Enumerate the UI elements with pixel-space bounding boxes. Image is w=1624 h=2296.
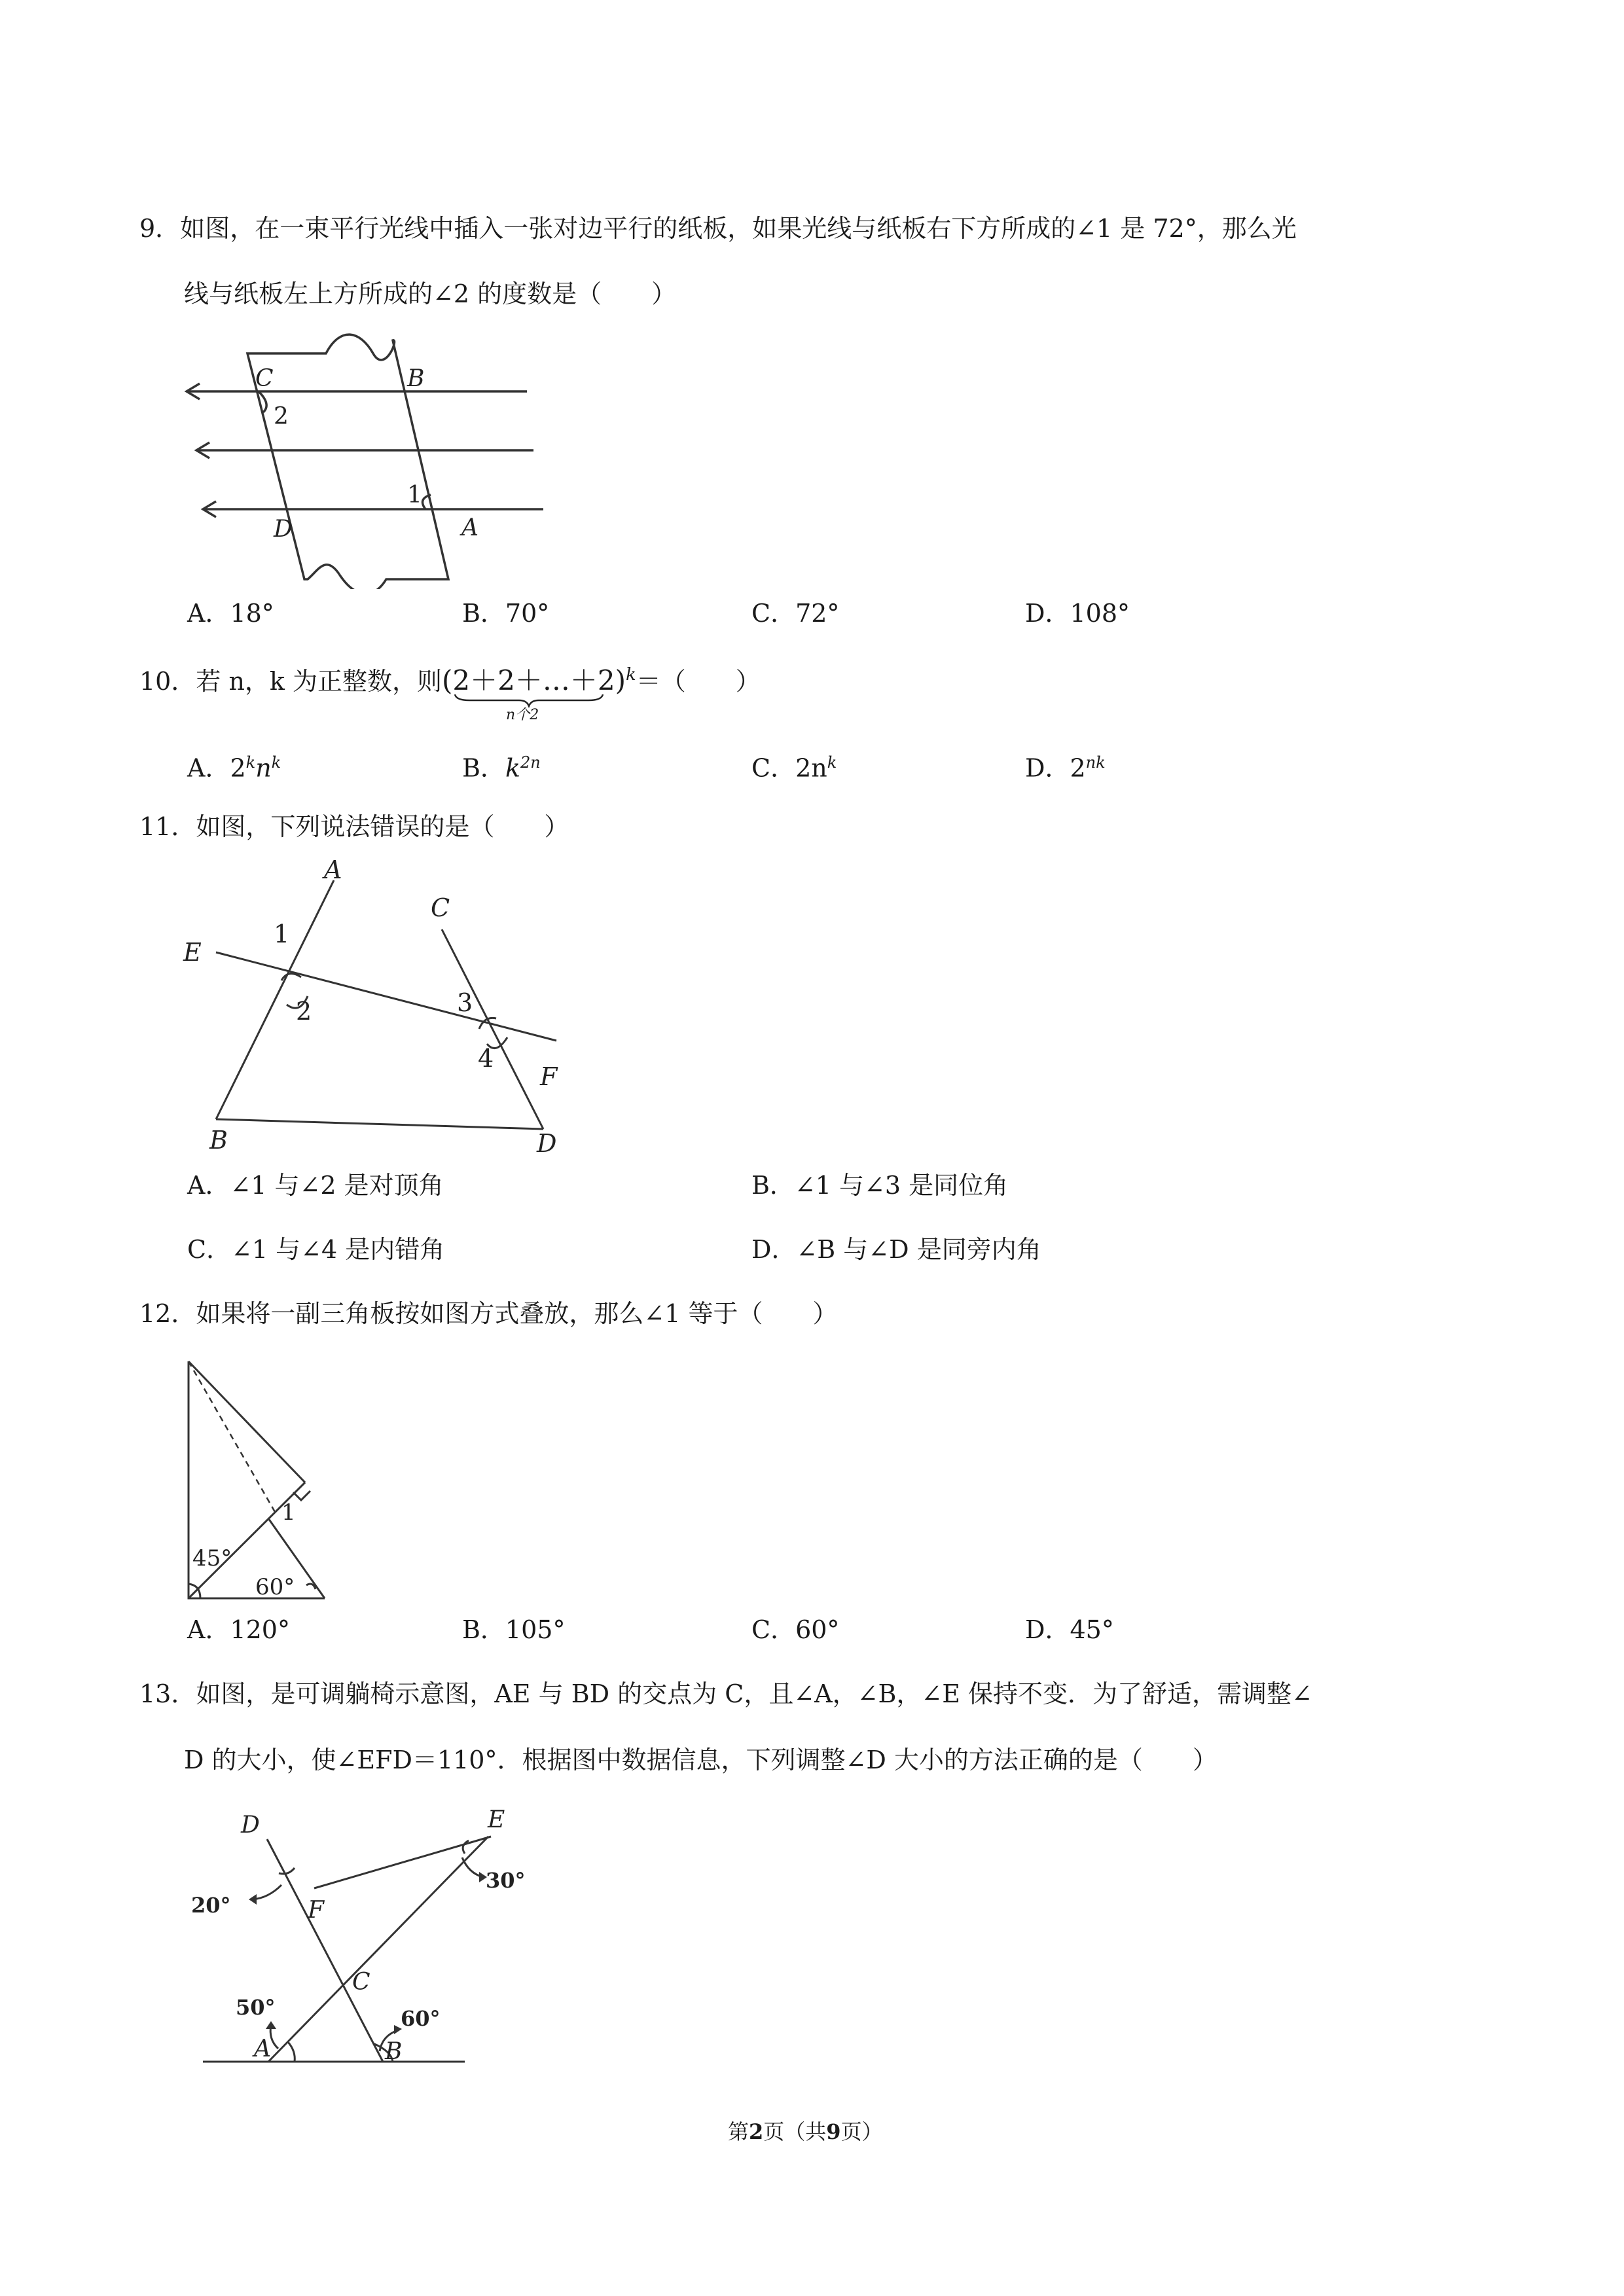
q9-figure xyxy=(177,327,543,589)
footer-page-number: 2 xyxy=(749,2119,764,2144)
q10-brace-label: n个2 xyxy=(506,707,539,723)
q13-label-A: A xyxy=(254,2036,271,2062)
q9-label-1: 1 xyxy=(407,482,422,509)
q9-stem-line2: 线与纸板左上方所成的∠2 的度数是（ ） xyxy=(184,279,677,308)
q10-prefix: 若 n，k 为正整数，则 xyxy=(196,667,442,696)
q11-label-3: 3 xyxy=(457,988,473,1017)
q13-number: 13． xyxy=(139,1679,196,1708)
q9-label-A: A xyxy=(461,514,478,541)
q13-angle-D-arc xyxy=(279,1868,295,1874)
q12-option-a[interactable]: A．120° xyxy=(187,1615,290,1644)
q9-label-B: B xyxy=(407,365,425,392)
q9-number: 9． xyxy=(139,214,181,243)
q9-label-C: C xyxy=(255,365,274,392)
q13-label-20: 20° xyxy=(191,1893,231,1918)
q9-option-a[interactable]: A．18° xyxy=(187,599,274,628)
footer-total-pages: 9 xyxy=(826,2119,841,2144)
q9-option-c[interactable]: C．72° xyxy=(751,599,840,628)
footer-prefix: 第 xyxy=(728,2119,749,2144)
q13-label-D: D xyxy=(241,1812,260,1839)
q12-option-d[interactable]: D．45° xyxy=(1025,1615,1114,1644)
q11-line-EF xyxy=(216,952,556,1041)
q9-label-2: 2 xyxy=(274,403,289,430)
q11-text: 如图，下列说法错误的是（ ） xyxy=(196,812,569,841)
q9-stem-line1 xyxy=(139,213,1297,244)
q12-label-60: 60° xyxy=(255,1574,295,1600)
q12-option-c[interactable]: C．60° xyxy=(751,1615,840,1644)
q10-exponent: k xyxy=(625,665,636,685)
q11-option-b[interactable]: B．∠1 与∠3 是同位角 xyxy=(751,1171,1009,1200)
q13-figure xyxy=(190,1800,556,2075)
q10-underbrace xyxy=(454,693,604,708)
q13-label-F: F xyxy=(308,1897,324,1924)
q13-arrow-50 xyxy=(266,2021,276,2029)
q11-option-d[interactable]: D．∠B 与∠D 是同旁内角 xyxy=(751,1235,1041,1264)
q13-label-30: 30° xyxy=(486,1868,526,1893)
q12-label-1: 1 xyxy=(281,1499,296,1526)
q13-stem-line2: D 的大小，使∠EFD＝110°．根据图中数据信息，下列调整∠D 大小的方法正确的是（ ） xyxy=(184,1746,1218,1774)
q11-label-E: E xyxy=(183,938,202,967)
q12-number: 12． xyxy=(139,1299,196,1328)
q12-figure xyxy=(177,1355,334,1607)
q13-label-E: E xyxy=(488,1806,505,1833)
q11-number: 11． xyxy=(139,812,196,841)
q11-option-c[interactable]: C．∠1 与∠4 是内错角 xyxy=(187,1235,445,1264)
q11-option-a[interactable]: A．∠1 与∠2 是对顶角 xyxy=(187,1171,444,1200)
q13-rotate-20-arc xyxy=(253,1885,281,1899)
q13-label-C: C xyxy=(352,1969,370,1996)
q11-label-1: 1 xyxy=(274,920,290,948)
q12-label-45: 45° xyxy=(192,1545,232,1571)
q10-option-c[interactable]: C．$2n^k$ xyxy=(751,753,837,783)
q10-option-a[interactable]: A．$2^kn^k$ xyxy=(187,753,281,783)
q13-angle-A-arc xyxy=(288,2042,295,2062)
q11-stem xyxy=(139,811,569,842)
q11-label-F: F xyxy=(540,1062,558,1091)
q13-label-50: 50° xyxy=(236,1995,276,2020)
q11-label-C: C xyxy=(431,893,450,922)
q9-option-b[interactable]: B．70° xyxy=(462,599,550,628)
q9-text-1: 如图，在一束平行光线中插入一张对边平行的纸板，如果光线与纸板右下方所成的∠1 是 72°，那么光 xyxy=(180,214,1297,243)
q11-label-D: D xyxy=(537,1129,557,1158)
q10-expression: (2＋2＋…＋2) xyxy=(442,664,626,696)
q10-number: 10． xyxy=(139,667,196,696)
q11-line-CD xyxy=(442,929,543,1129)
q12-option-b[interactable]: B．105° xyxy=(462,1615,566,1644)
q11-line-AB xyxy=(216,880,334,1119)
q11-figure xyxy=(177,851,583,1165)
q10-suffix: ＝（ ） xyxy=(636,667,761,696)
q12-text: 如果将一副三角板按如图方式叠放，那么∠1 等于（ ） xyxy=(196,1299,838,1328)
q10-option-d[interactable]: D．$2^{nk}$ xyxy=(1025,753,1106,783)
q13-label-60: 60° xyxy=(401,2006,441,2031)
q13-label-B: B xyxy=(385,2038,403,2065)
q11-label-B: B xyxy=(209,1126,228,1155)
page-footer xyxy=(728,2115,883,2145)
q10-option-b[interactable]: B．$k^{2n}$ xyxy=(462,753,541,783)
q12-angle-60-arc xyxy=(306,1584,316,1589)
q10-stem xyxy=(139,659,761,723)
footer-mid: 页（共 xyxy=(763,2119,827,2144)
q13-text-1: 如图，是可调躺椅示意图，AE 与 BD 的交点为 C，且∠A，∠B，∠E 保持不变．为了舒适，需调整∠ xyxy=(196,1679,1312,1708)
q13-arrow-20 xyxy=(249,1894,257,1905)
footer-suffix: 页） xyxy=(840,2119,883,2144)
q11-label-A: A xyxy=(324,855,342,884)
q9-label-D: D xyxy=(274,516,293,543)
q11-label-2: 2 xyxy=(296,997,312,1026)
q13-stem-line1 xyxy=(139,1678,1312,1710)
q11-label-4: 4 xyxy=(478,1044,494,1073)
q11-line-BD xyxy=(216,1119,543,1129)
q12-stem xyxy=(139,1298,837,1329)
q9-option-d[interactable]: D．108° xyxy=(1025,599,1130,628)
